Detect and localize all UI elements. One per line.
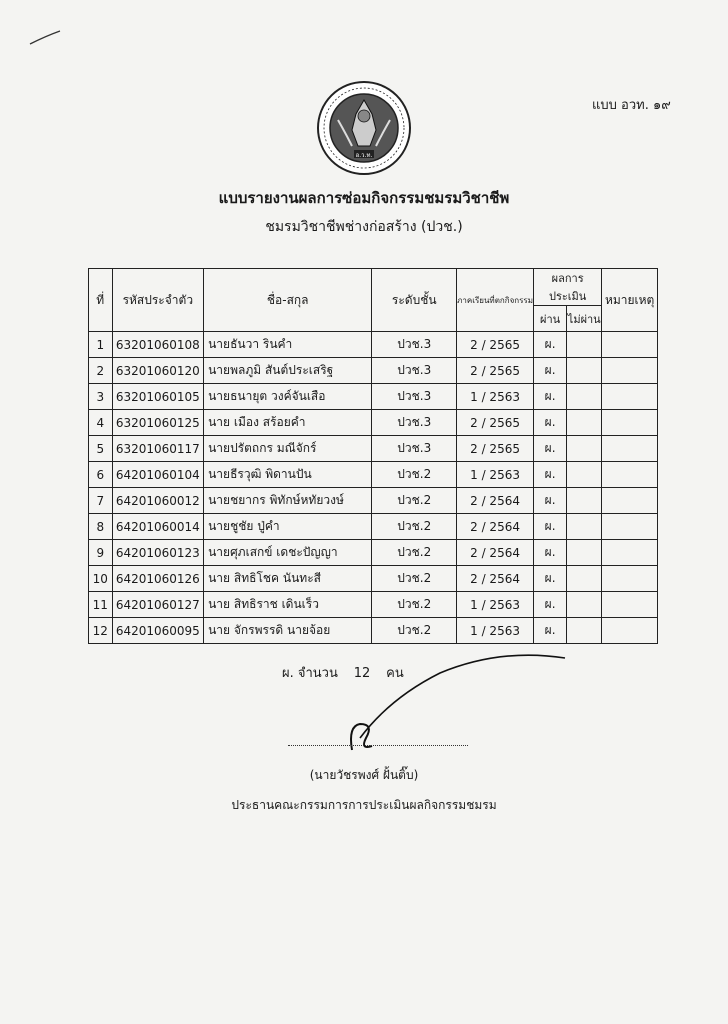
pass-cell: ผ. (533, 540, 566, 566)
student-id-cell: 63201060125 (112, 410, 204, 436)
table-row (89, 332, 658, 358)
pass-cell: ผ. (533, 462, 566, 488)
atft-emblem-icon (316, 80, 412, 176)
header-term: ภาคเรียนที่ตกกิจกรรม (457, 269, 534, 332)
remark-cell (602, 436, 658, 462)
fail-cell (567, 462, 602, 488)
table-row (89, 566, 658, 592)
header-student-id: รหัสประจำตัว (112, 269, 204, 332)
level-cell: ปวช.2 (372, 592, 457, 618)
term-cell: 2 / 2564 (457, 514, 534, 540)
student-name-cell: นายธันวา รินคำ (204, 332, 372, 358)
remark-cell (602, 592, 658, 618)
pass-cell: ผ. (533, 618, 566, 644)
student-id-cell: 64201060127 (112, 592, 204, 618)
row-number-cell: 3 (89, 384, 113, 410)
pass-cell: ผ. (533, 488, 566, 514)
fail-cell (567, 540, 602, 566)
header-pass: ผ่าน (533, 306, 566, 332)
term-cell: 2 / 2565 (457, 332, 534, 358)
row-number-cell: 9 (89, 540, 113, 566)
level-cell: ปวช.3 (372, 384, 457, 410)
level-cell: ปวช.3 (372, 332, 457, 358)
row-number-cell: 7 (89, 488, 113, 514)
row-number-cell: 8 (89, 514, 113, 540)
level-cell: ปวช.3 (372, 358, 457, 384)
header-fail: ไม่ผ่าน (567, 306, 602, 332)
student-name-cell: นาย เมือง สร้อยคำ (204, 410, 372, 436)
student-id-cell: 64201060012 (112, 488, 204, 514)
fail-cell (567, 332, 602, 358)
student-id-cell: 64201060123 (112, 540, 204, 566)
remark-cell (602, 514, 658, 540)
row-number-cell: 12 (89, 618, 113, 644)
pass-cell: ผ. (533, 384, 566, 410)
row-number-cell: 11 (89, 592, 113, 618)
summary-unit: คน (386, 666, 404, 681)
term-cell: 2 / 2565 (457, 436, 534, 462)
fail-cell (567, 488, 602, 514)
header-remark: หมายเหตุ (602, 269, 658, 332)
fail-cell (567, 436, 602, 462)
student-id-cell: 64201060104 (112, 462, 204, 488)
remark-cell (602, 384, 658, 410)
remark-cell (602, 358, 658, 384)
header-result: ผลการประเมิน (533, 269, 601, 306)
pass-cell: ผ. (533, 566, 566, 592)
term-cell: 2 / 2564 (457, 566, 534, 592)
term-cell: 1 / 2563 (457, 592, 534, 618)
header-no: ที่ (89, 269, 113, 332)
table-row (89, 488, 658, 514)
header-name: ชื่อ-สกุล (204, 269, 372, 332)
table-row (89, 462, 658, 488)
student-name-cell: นาย จักรพรรดิ นายจ้อย (204, 618, 372, 644)
row-number-cell: 4 (89, 410, 113, 436)
signatory-role: ประธานคณะกรรมการการประเมินผลกิจกรรมชมรม (231, 798, 497, 812)
pen-stroke-mark (28, 28, 68, 48)
table-row (89, 540, 658, 566)
fail-cell (567, 566, 602, 592)
student-id-cell: 64201060126 (112, 566, 204, 592)
table-row (89, 358, 658, 384)
row-number-cell: 10 (89, 566, 113, 592)
level-cell: ปวช.3 (372, 410, 457, 436)
student-name-cell: นายพลภูมิ สันต์ประเสริฐ (204, 358, 372, 384)
svg-text:อ.ว.ท.: อ.ว.ท. (355, 152, 373, 159)
form-code: แบบ อวท. ๑๙ (592, 98, 671, 113)
fail-cell (567, 410, 602, 436)
signatory-name: (นายวัชรพงศ์ ฝั้นติ๊บ) (309, 768, 419, 782)
table-row (89, 592, 658, 618)
row-number-cell: 6 (89, 462, 113, 488)
student-id-cell: 63201060108 (112, 332, 204, 358)
student-name-cell: นายศุภเสกข์ เดชะปัญญา (204, 540, 372, 566)
level-cell: ปวช.2 (372, 618, 457, 644)
summary-label: ผ. จำนวน (282, 666, 338, 681)
remark-cell (602, 488, 658, 514)
remark-cell (602, 410, 658, 436)
table-row (89, 514, 658, 540)
student-name-cell: นาย สิทธิราช เดินเร็ว (204, 592, 372, 618)
level-cell: ปวช.2 (372, 566, 457, 592)
pass-cell: ผ. (533, 332, 566, 358)
student-id-cell: 63201060117 (112, 436, 204, 462)
row-number-cell: 5 (89, 436, 113, 462)
fail-cell (567, 384, 602, 410)
student-name-cell: นายชยากร พิทักษ์หทัยวงษ์ (204, 488, 372, 514)
document-subtitle: ชมรมวิชาชีพช่างก่อสร้าง (ปวช.) (265, 219, 463, 235)
table-row (89, 436, 658, 462)
level-cell: ปวช.2 (372, 514, 457, 540)
student-name-cell: นายธีรวุฒิ พิดานปัน (204, 462, 372, 488)
term-cell: 1 / 2563 (457, 462, 534, 488)
student-name-cell: นายปรัตถกร มณีจักร์ (204, 436, 372, 462)
fail-cell (567, 358, 602, 384)
remark-cell (602, 462, 658, 488)
term-cell: 2 / 2565 (457, 410, 534, 436)
row-number-cell: 1 (89, 332, 113, 358)
term-cell: 2 / 2564 (457, 540, 534, 566)
table-row (89, 410, 658, 436)
document-title: แบบรายงานผลการซ่อมกิจกรรมชมรมวิชาชีพ (218, 189, 510, 207)
term-cell: 2 / 2564 (457, 488, 534, 514)
pass-cell: ผ. (533, 514, 566, 540)
table-body (89, 332, 658, 644)
fail-cell (567, 592, 602, 618)
signature-icon (330, 628, 580, 758)
term-cell: 1 / 2563 (457, 618, 534, 644)
level-cell: ปวช.2 (372, 462, 457, 488)
student-name-cell: นายชูชัย ปู่คำ (204, 514, 372, 540)
term-cell: 1 / 2563 (457, 384, 534, 410)
remark-cell (602, 566, 658, 592)
term-cell: 2 / 2565 (457, 358, 534, 384)
pass-cell: ผ. (533, 410, 566, 436)
summary-number: 12 (353, 666, 371, 681)
remark-cell (602, 332, 658, 358)
student-id-cell: 64201060014 (112, 514, 204, 540)
level-cell: ปวช.3 (372, 436, 457, 462)
pass-cell: ผ. (533, 436, 566, 462)
student-id-cell: 63201060105 (112, 384, 204, 410)
signature-line (288, 745, 468, 746)
header-level: ระดับชั้น (372, 269, 457, 332)
remark-cell (602, 540, 658, 566)
remark-cell (602, 618, 658, 644)
student-id-cell: 64201060095 (112, 618, 204, 644)
row-number-cell: 2 (89, 358, 113, 384)
pass-cell: ผ. (533, 358, 566, 384)
student-name-cell: นาย สิทธิโชค นันทะสี (204, 566, 372, 592)
report-table (88, 268, 658, 644)
student-id-cell: 63201060120 (112, 358, 204, 384)
level-cell: ปวช.2 (372, 488, 457, 514)
level-cell: ปวช.2 (372, 540, 457, 566)
fail-cell (567, 514, 602, 540)
student-name-cell: นายธนายุต วงค์จันเสือ (204, 384, 372, 410)
table-row (89, 384, 658, 410)
pass-cell: ผ. (533, 592, 566, 618)
